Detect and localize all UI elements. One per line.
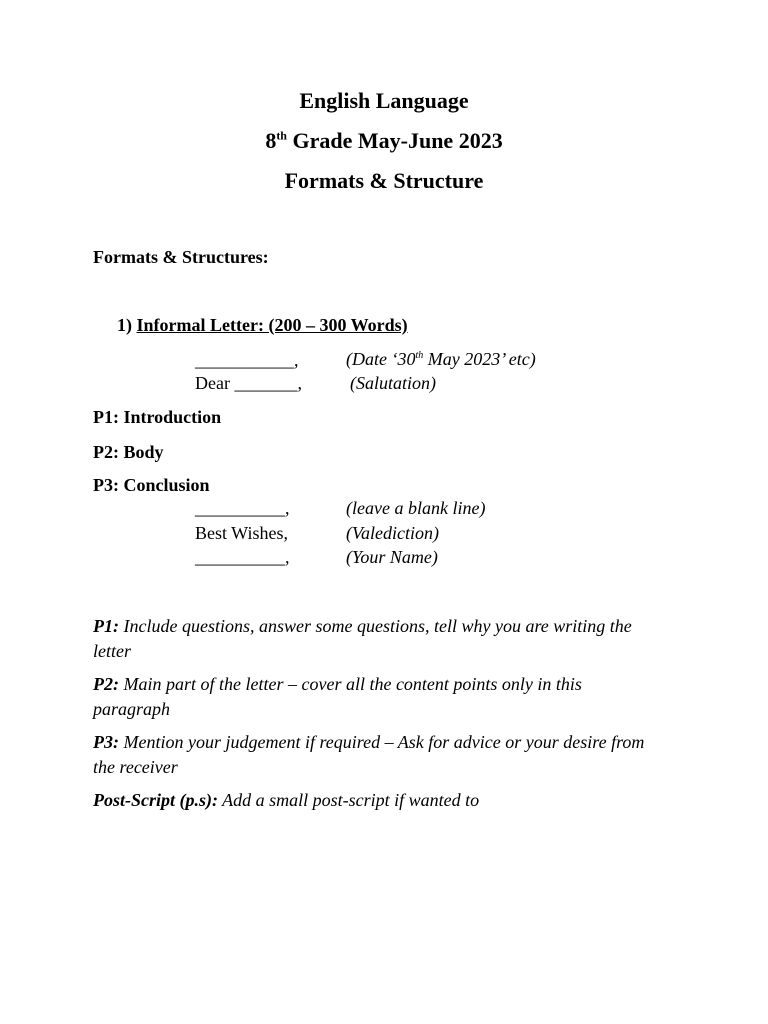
note-postscript-text: Add a small post-script if wanted to	[218, 790, 480, 810]
note-p1-text: Include questions, answer some questions, tell why you are writing the letter	[93, 616, 632, 661]
note-p2	[93, 672, 653, 722]
name-blank: __________,	[195, 547, 290, 567]
doc-title-grade	[0, 128, 768, 154]
grade-session: Grade May-June 2023	[286, 128, 503, 153]
topic-title: Formats & Structure	[284, 168, 484, 193]
doc-title-topic	[0, 168, 768, 194]
note-p2-text: Main part of the letter – cover all the content points only in this paragraph	[93, 674, 582, 719]
section-heading: Formats & Structures:	[93, 247, 269, 267]
salutation-note: (Salutation)	[350, 373, 436, 393]
dear-line: Dear _______,	[195, 373, 302, 393]
blank-line-note: (leave a blank line)	[346, 498, 486, 518]
item-title: Informal Letter: (200 – 300 Words)	[136, 315, 408, 335]
blank-line: __________,	[195, 498, 290, 518]
doc-title-subject	[0, 88, 768, 114]
p3-heading: P3: Conclusion	[93, 475, 210, 495]
date-note: (Date ‘30th May 2023’ etc)	[346, 349, 536, 369]
note-postscript-label: Post-Script (p.s):	[93, 790, 218, 810]
note-p1-label: P1:	[93, 616, 119, 636]
note-postscript	[93, 788, 653, 813]
p1-heading: P1: Introduction	[93, 407, 222, 427]
date-blank: ___________,	[195, 350, 299, 370]
note-p3-text: Mention your judgement if required – Ask for advice or your desire from the receiver	[93, 732, 645, 777]
best-wishes: Best Wishes,	[195, 523, 288, 543]
note-p1	[93, 614, 653, 664]
subject-title: English Language	[299, 88, 469, 113]
grade-ordinal: th	[276, 128, 287, 143]
valediction-note: (Valediction)	[346, 523, 439, 543]
item-number: 1)	[117, 315, 132, 335]
p2-heading: P2: Body	[93, 442, 164, 462]
note-p2-label: P2:	[93, 674, 119, 694]
note-p3	[93, 730, 653, 780]
grade-number: 8	[265, 128, 277, 153]
name-note: (Your Name)	[346, 547, 438, 567]
note-p3-label: P3:	[93, 732, 119, 752]
item-heading	[117, 315, 408, 336]
